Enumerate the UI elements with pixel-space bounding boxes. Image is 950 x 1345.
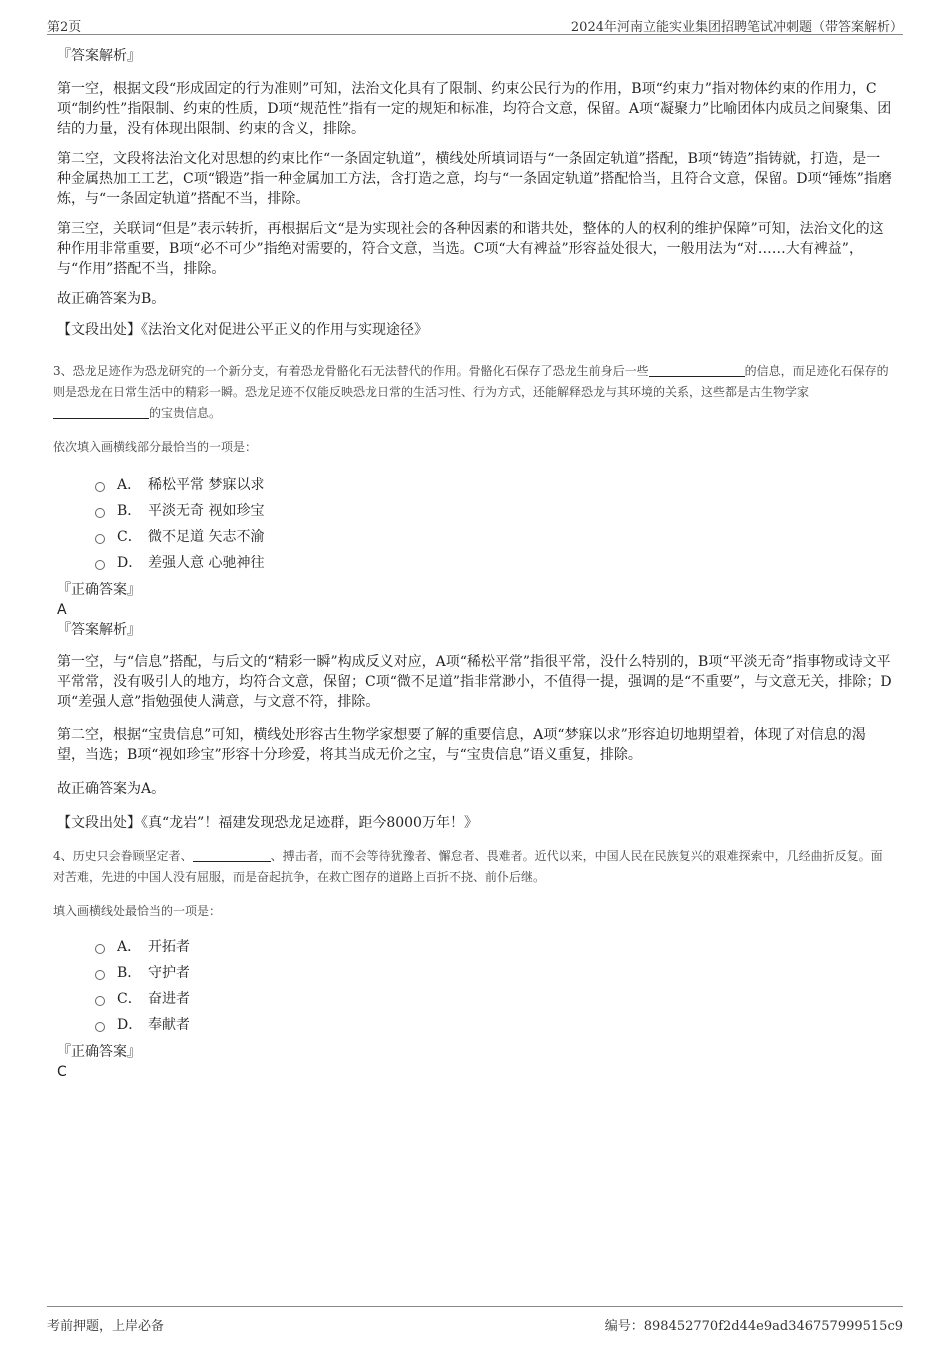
document-id: 编号：898452770f2d44e9ad346757999515c9 [604,1319,903,1334]
q3-text-b: 的信息，而足迹化石保存的则是恐龙在日常生活中的精彩一瞬。恐龙足迹不仅能反映恐龙日常的生活习性、行为方式，还能解释恐龙与其环境的关系，这些都是古生物学家 [53,364,889,399]
radio-icon[interactable] [95,482,105,492]
q3-option-d[interactable]: D． 差强人意 心驰神往 [95,550,893,576]
q2-source: 【文段出处】《法治文化对促进公平正义的作用与实现途径》 [57,322,428,338]
q3-conclusion: 故正确答案为A。 [57,781,166,797]
q3-blank-2 [53,404,149,419]
q3-explain-label: 『答案解析』 [57,622,141,638]
page-header [47,14,903,35]
radio-icon[interactable] [95,1022,105,1032]
q4-options [95,934,893,1038]
q2-conclusion: 故正确答案为B。 [57,291,166,307]
q2-explain-p1: 第一空，根据文段“形成固定的行为准则”可知，法治文化具有了限制、约束公民行为的作用，B项“约束力”指对物体约束的作用力，C项“制约性”指限制、约束的性质，D项“规范性”指有一定的规矩和标准，均符合文意，保留。A项“凝聚力”比喻团体内成员之间聚集、团结的力量，没有体现出限制、约束的含义，排除。 [57,81,892,137]
q3-option-b[interactable]: B． 平淡无奇 视如珍宝 [95,498,893,524]
q4-text [53,846,893,888]
q4-blank [193,847,271,862]
q4-instruction: 填入画横线处最恰当的一项是： [53,904,222,918]
q3-option-c[interactable]: C． 微不足道 矢志不渝 [95,524,893,550]
q3-instruction: 依次填入画横线部分最恰当的一项是： [53,440,258,454]
q4-text-a: 4、历史只会眷顾坚定者、 [53,849,193,863]
q4-option-d[interactable]: D． 奉献者 [95,1012,893,1038]
q3-answer: A [57,602,67,618]
q4-option-b[interactable]: B． 守护者 [95,960,893,986]
q4-answer-label: 『正确答案』 [57,1044,141,1060]
q4-option-c[interactable]: C． 奋进者 [95,986,893,1012]
q3-text [53,361,893,424]
footer-slogan: 考前押题，上岸必备 [47,1319,165,1334]
radio-icon[interactable] [95,560,105,570]
radio-icon[interactable] [95,534,105,544]
q3-explain-p1: 第一空，与“信息”搭配，与后文的“精彩一瞬”构成反义对应，A项“稀松平常”指很平常，没什么特别的，B项“平淡无奇”指事物或诗文平平常常，没有吸引人的地方，均符合文意，保留；C项“微不足道”指非常渺小，不值得一提，强调的是“不重要”，与文意无关，排除；D项“差强人意”指勉强使人满意，与文意不符，排除。 [57,654,892,710]
radio-icon[interactable] [95,970,105,980]
page-content [53,46,893,1082]
q2-explain-p2: 第二空，文段将法治文化对思想的约束比作“一条固定轨道”，横线处所填词语与“一条固定轨道”搭配，B项“铸造”指铸就，打造，是一种金属热加工工艺，C项“锻造”指一种金属加工方法，含打造之意，均与“一条固定轨道”搭配恰当，且符合文意，保留。D项“锤炼”指磨炼，与“一条固定轨道”搭配不当，排除。 [57,151,892,207]
q3-source: 【文段出处】《真“龙岩”！福建发现恐龙足迹群，距今8000万年！》 [57,815,478,831]
q2-explain-label: 『答案解析』 [57,48,141,64]
radio-icon[interactable] [95,508,105,518]
document-title: 2024年河南立能实业集团招聘笔试冲刺题（带答案解析） [570,20,903,35]
radio-icon[interactable] [95,944,105,954]
q3-explain-p2: 第二空，根据“宝贵信息”可知，横线处形容古生物学家想要了解的重要信息，A项“梦寐以求”形容迫切地期望着，体现了对信息的渴望，当选；B项“视如珍宝”形容十分珍爱，将其当成无价之宝，与“宝贵信息”语义重复，排除。 [57,727,866,763]
q3-blank-1 [649,362,745,377]
q4-answer: C [57,1064,67,1080]
q4-option-a[interactable]: A． 开拓者 [95,934,893,960]
q3-options [95,472,893,576]
page-footer [47,1306,903,1337]
q3-text-c: 的宝贵信息。 [149,406,222,420]
q2-explain-p3: 第三空，关联词“但是”表示转折，再根据后文“是为实现社会的各种因素的和谐共处，整体的人的权利的维护保障”可知，法治文化的这种作用非常重要，B项“必不可少”指绝对需要的，符合文意，当选。C项“大有裨益”形容益处很大，一般用法为“对……大有裨益”，与“作用”搭配不当，排除。 [57,221,884,277]
q3-text-a: 3、恐龙足迹作为恐龙研究的一个新分支，有着恐龙骨骼化石无法替代的作用。骨骼化石保存了恐龙生前身后一些 [53,364,649,378]
q3-answer-label: 『正确答案』 [57,582,141,598]
q4-text-b: 、搏击者，而不会等待犹豫者、懈怠者、畏难者。近代以来，中国人民在民族复兴的艰难探索中，几经曲折反复。面对苦难，先进的中国人没有屈服，而是奋起抗争，在救亡图存的道路上百折不挠、前仆后继。 [53,849,883,884]
q3-option-a[interactable]: A． 稀松平常 梦寐以求 [95,472,893,498]
page-number: 第2页 [47,20,82,35]
radio-icon[interactable] [95,996,105,1006]
